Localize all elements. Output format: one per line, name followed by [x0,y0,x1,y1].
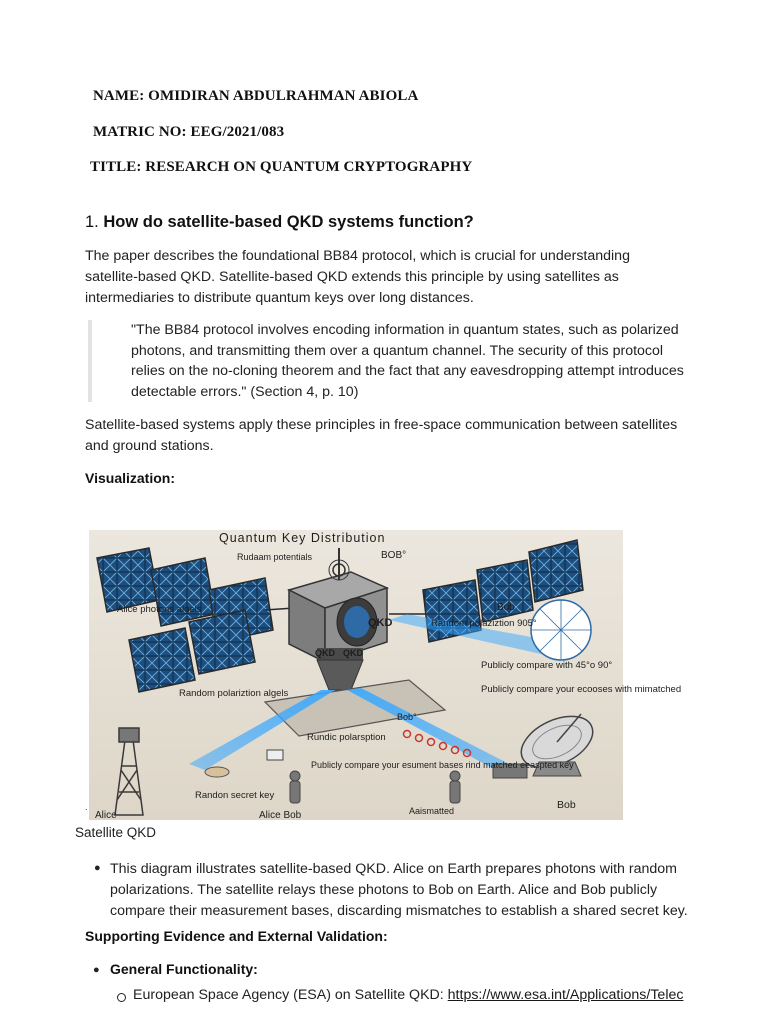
label-publicly-compare-mismatched: Publicly compare your ecooses with mimatched [481,684,682,695]
label-alice-bob-bottom: Alice Bob [259,810,302,821]
matric-number: MATRIC NO: EEG/2021/083 [93,124,285,140]
label-random-secret-key: Randon secret key [195,790,275,801]
bob-figure [450,771,460,803]
qkd-illustration [89,530,682,821]
figure-title: Quantum Key Distribution [219,531,386,545]
esa-reference [133,987,683,1003]
label-bob-mid: Bob° [397,712,417,722]
stray-mark: ˙ [85,808,89,820]
qkd-panel-label: QKD [368,617,393,629]
quote-bar [88,320,92,402]
label-bob-top: BOB° [381,550,407,561]
intro-paragraph: The paper describes the foundational BB84 protocol, which is crucial for understanding satellite-based QKD. Satellite-based QKD extends this principle by using satellites as intermediaries to distribute quantum keys over long distances. [85,248,630,306]
label-mismatted: Aaismatted [409,806,455,816]
student-name: NAME: OMIDIRAN ABDULRAHMAN ABIOLA [93,88,419,104]
supporting-evidence-heading: Supporting Evidence and External Validation: [85,928,388,944]
label-random-polarization-angles: Random polariztion algels [179,688,289,699]
satellite-paragraph: Satellite-based systems apply these principles in free-space communication between satellites and ground stations. [85,417,678,454]
esa-link[interactable]: https://www.esa.int/Applications/Telec [447,987,684,1003]
label-rundic-polarsption: Rundic polarsption [307,732,386,743]
label-alice-photons: Alice photons algels [117,604,202,615]
label-random-potentials: Rudaam potentials [237,552,313,562]
bullet-dot: ● [94,862,101,874]
section-number: 1. [85,213,99,231]
qkd-left-label: QKD [315,648,335,658]
label-bob-bottom: Bob [557,799,576,811]
figure-caption: Satellite QKD [75,825,157,840]
label-bob-right: Bob [497,602,515,613]
sub-bullet-circle [117,993,126,1002]
label-publicly-compare-bases: Publicly compare your esument bases rind matched eeaspted key [311,760,574,770]
esa-reference-text: European Space Agency (ESA) on Satellite QKD: [133,987,448,1003]
blockquote [88,320,688,402]
qkd-right-label: QKD [343,648,363,658]
bullet-item: This diagram illustrates satellite-based QKD. Alice on Earth prepares photons with random polarizations. The satellite relays these photons to Bob on Earth. Alice and Bob publicly compare their measurement bases, discarding mismatches to establish a shared secret key. [110,861,688,919]
bullet-dot: ● [93,964,100,976]
alice-figure [290,771,300,803]
label-random-polarization-905: Random polaziztion 905° [431,618,537,629]
label-publicly-compare-45: Publicly compare with 45°o 90° [481,660,613,671]
section-heading-text: How do satellite-based QKD systems function? [103,213,474,231]
label-alice-bottom: Alice [95,810,117,821]
section-heading [85,213,474,232]
document-title: TITLE: RESEARCH ON QUANTUM CRYPTOGRAPHY [90,159,473,175]
general-functionality-label: General Functionality: [110,961,258,977]
bob-antenna-fan [531,600,591,660]
quote-text: "The BB84 protocol involves encoding information in quantum states, such as polarized photons, and transmitting them over a quantum channel. The security of this protocol relies on the no-cloning theorem and the fact that any eavesdropping attempt introduces detectable errors." (Section 4, p. 10) [131,322,684,400]
visualization-label: Visualization: [85,470,175,486]
